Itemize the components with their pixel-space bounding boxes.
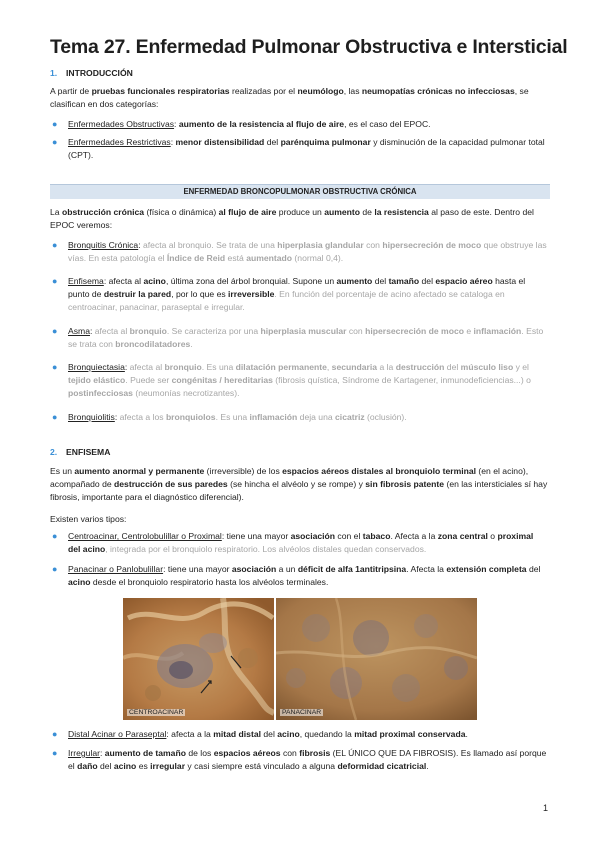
bullet-icon: ● xyxy=(52,748,58,758)
text-run: del xyxy=(372,276,389,286)
text-run: fibrosis xyxy=(299,748,331,758)
text-run: . xyxy=(426,761,429,771)
text-run: al paso de este. Dentro del EPOC veremos: xyxy=(50,207,534,230)
text-run: realizadas por el xyxy=(229,86,298,96)
text-run: deformidad cicatricial xyxy=(337,761,427,771)
text-run: afecta al xyxy=(129,362,165,372)
image-caption: PANACINAR xyxy=(282,709,322,716)
text-run: congénitas / hereditarias xyxy=(171,375,273,385)
section-heading-introduccion xyxy=(50,68,133,78)
list-item-bronquitis xyxy=(52,239,548,265)
bullet-text xyxy=(68,728,548,741)
bullet-icon: ● xyxy=(52,137,58,147)
text-run: . Afecta la xyxy=(406,564,447,574)
bullet-text xyxy=(68,325,548,351)
text-run: . Puede ser xyxy=(125,375,172,385)
text-run: (normal 0,4). xyxy=(292,253,344,263)
text-run: al flujo de aire xyxy=(218,207,277,217)
image-caption: CENTROACINAR xyxy=(129,709,184,716)
text-run: desde el bronquiolo respiratorio hasta los alvéolos terminales. xyxy=(90,577,329,587)
text-run: con el xyxy=(335,531,363,541)
text-run: aumento de la resistencia al flujo de aire xyxy=(178,119,345,129)
bullet-icon: ● xyxy=(52,119,58,129)
list-item-centroacinar xyxy=(52,530,548,556)
text-run: Distal Acinar o Paraseptal xyxy=(68,729,167,739)
text-run: Bronquiectasia xyxy=(68,362,125,372)
text-run: (se hincha el alvéolo y se rompe) y xyxy=(227,479,366,489)
text-run: hipersecreción de moco xyxy=(365,326,464,336)
bullet-icon: ● xyxy=(52,276,58,286)
text-run: bronquiolos xyxy=(165,412,216,422)
text-run: afecta al xyxy=(94,326,130,336)
text-run: , las xyxy=(343,86,362,96)
text-run: : xyxy=(89,326,95,336)
text-run: asociación xyxy=(231,564,277,574)
text-run: Bronquitis Crónica xyxy=(68,240,139,250)
text-run: Bronquiolitis xyxy=(68,412,115,422)
micrograph-centroacinar-image xyxy=(123,598,274,720)
text-run: del xyxy=(264,137,281,147)
text-run: mitad distal xyxy=(213,729,261,739)
text-run: acino xyxy=(68,577,91,587)
text-run: aumento xyxy=(324,207,360,217)
text-run: produce un xyxy=(276,207,325,217)
text-run: mitad proximal conservada xyxy=(354,729,466,739)
text-run: aumento xyxy=(336,276,373,286)
list-item-bronquiectasia xyxy=(52,361,548,400)
micrograph-centroacinar xyxy=(123,598,274,720)
text-run: Enfermedades Restrictivas xyxy=(68,137,171,147)
text-run: afecta a los xyxy=(119,412,166,422)
list-item-obstructivas xyxy=(52,118,548,131)
text-run: obstrucción crónica xyxy=(61,207,145,217)
text-run: hasta el punto de xyxy=(68,276,526,299)
text-run: : afecta al xyxy=(103,276,144,286)
section-title: ENFISEMA xyxy=(66,447,111,457)
text-run: cicatriz xyxy=(335,412,365,422)
text-run: : xyxy=(114,412,120,422)
text-run: músculo liso xyxy=(460,362,514,372)
bullet-text xyxy=(68,239,548,265)
text-run: . Es una xyxy=(215,412,250,422)
text-run: Panacinar o Panlobulillar xyxy=(68,564,164,574)
bullet-text xyxy=(68,747,548,773)
text-run: menor distensibilidad xyxy=(175,137,265,147)
text-run: (en las intersticiales sí hay fibrosis, importante para el diagnóstico diferencial). xyxy=(50,479,548,502)
text-run: está xyxy=(225,253,247,263)
text-run: sin fibrosis patente xyxy=(365,479,445,489)
text-run: : tiene una mayor xyxy=(221,531,291,541)
text-run: : xyxy=(170,137,176,147)
enfisema-intro-paragraph xyxy=(50,465,550,504)
text-run: : afecta a la xyxy=(166,729,214,739)
text-run: del xyxy=(444,362,461,372)
text-run: irreversible xyxy=(228,289,275,299)
text-run: (física o dinámica) xyxy=(144,207,219,217)
text-run: , es el caso del EPOC. xyxy=(344,119,431,129)
section-number: 1. xyxy=(50,68,58,78)
text-run: Enfermedades Obstructivas xyxy=(68,119,175,129)
text-run: asociación xyxy=(290,531,336,541)
page-number: 1 xyxy=(542,803,548,813)
text-run: broncodilatadores xyxy=(115,339,191,349)
list-item-bronquiolitis xyxy=(52,411,548,424)
text-run: espacios aéreos xyxy=(213,748,281,758)
bullet-text xyxy=(68,275,548,314)
text-run: con xyxy=(363,240,383,250)
text-run: del xyxy=(526,564,541,574)
text-run: : xyxy=(124,362,130,372)
text-run: : tiene una mayor xyxy=(163,564,232,574)
text-run: tamaño xyxy=(388,276,420,286)
list-item-paraseptal xyxy=(52,728,548,741)
text-run: , se clasifican en dos categorías: xyxy=(50,86,529,109)
text-run: destrucción xyxy=(395,362,445,372)
text-run: La xyxy=(50,207,62,217)
text-run: hipersecreción de moco xyxy=(382,240,482,250)
text-run: (EL ÚNICO QUE DA FIBROSIS). Es llamado así porque el xyxy=(68,748,547,771)
text-run: acino xyxy=(113,761,137,771)
micrograph-panacinar xyxy=(276,598,477,720)
text-run: inflamación xyxy=(473,326,522,336)
text-run: aumento de tamaño xyxy=(104,748,186,758)
text-run: Enfisema xyxy=(68,276,104,286)
text-run: tejido elástico xyxy=(68,375,126,385)
text-run: inflamación xyxy=(249,412,298,422)
text-run: (oclusión). xyxy=(364,412,407,422)
text-run: . Se trata de una xyxy=(211,240,278,250)
text-run: que obstruye las vías. En esta patología el xyxy=(68,240,547,263)
text-run: : xyxy=(138,240,143,250)
text-run: secundaria xyxy=(331,362,378,372)
text-run: aumento anormal y permanente xyxy=(74,466,205,476)
text-run: con xyxy=(280,748,300,758)
text-run: bronquio xyxy=(129,326,167,336)
section-title: INTRODUCCIÓN xyxy=(66,68,133,78)
text-run: irregular xyxy=(150,761,186,771)
text-run: Irregular xyxy=(68,748,100,758)
text-run: neumopatías crónicas no infecciosas xyxy=(361,86,515,96)
text-run: , quedando la xyxy=(299,729,355,739)
text-run: , integrada por el bronquiolo respiratorio. Los alvéolos distales quedan conservados. xyxy=(105,544,427,554)
text-run: destrucción de sus paredes xyxy=(114,479,228,489)
text-run: (neumonías necrotizantes). xyxy=(132,388,240,398)
text-run: tabaco xyxy=(362,531,391,541)
text-run: . Afecta a la xyxy=(390,531,438,541)
bullet-icon: ● xyxy=(52,326,58,336)
text-run: , xyxy=(326,362,332,372)
text-run: : xyxy=(174,119,179,129)
bullet-text xyxy=(68,563,548,589)
text-run: zona central xyxy=(437,531,488,541)
bullet-text xyxy=(68,361,548,400)
text-run: proximal del acino xyxy=(68,531,534,554)
text-run: de los xyxy=(185,748,214,758)
list-item-restrictivas xyxy=(52,136,548,162)
text-run: y disminución de la capacidad pulmonar total (CPT). xyxy=(68,137,545,160)
text-run: aumentado xyxy=(246,253,293,263)
text-run: pruebas funcionales respiratorias xyxy=(91,86,230,96)
text-run: afecta al bronquio xyxy=(143,240,212,250)
text-run: bronquio xyxy=(164,362,202,372)
intro-paragraph xyxy=(50,85,550,111)
bullet-text xyxy=(68,136,548,162)
text-run: : xyxy=(100,748,105,758)
text-run: Índice de Reid xyxy=(166,253,226,263)
text-run: extensión completa xyxy=(446,564,527,574)
document-title: Tema 27. Enfermedad Pulmonar Obstructiva e Intersticial xyxy=(50,36,568,58)
text-run: . Esto se trata con xyxy=(68,326,544,349)
text-run: de xyxy=(360,207,375,217)
list-item-enfisema xyxy=(52,275,548,314)
epoc-intro-paragraph xyxy=(50,206,550,232)
bullet-text xyxy=(68,530,548,556)
section-banner-epoc: ENFERMEDAD BRONCOPULMONAR OBSTRUCTIVA CRÓNICA xyxy=(50,184,550,199)
micrograph-panacinar-image xyxy=(276,598,477,720)
list-item-irregular xyxy=(52,747,548,773)
text-run: (en el acino), acompañado de xyxy=(50,466,529,489)
text-run: la resistencia xyxy=(374,207,429,217)
bullet-icon: ● xyxy=(52,412,58,422)
text-run: del xyxy=(419,276,436,286)
types-intro: Existen varios tipos: xyxy=(50,514,127,524)
text-run: con xyxy=(346,326,366,336)
text-run: es xyxy=(136,761,151,771)
text-run: acino xyxy=(143,276,166,286)
text-run: Asma xyxy=(68,326,90,336)
text-run: . En función del porcentaje de acino afectado se cataloga en centroacinar, panacinar, paraseptal e irregular. xyxy=(68,289,505,312)
bullet-icon: ● xyxy=(52,531,58,541)
bullet-text xyxy=(68,118,548,131)
text-run: e xyxy=(463,326,474,336)
text-run: espacio aéreo xyxy=(435,276,493,286)
text-run: a un xyxy=(276,564,298,574)
bullet-icon: ● xyxy=(52,729,58,739)
list-item-asma xyxy=(52,325,548,351)
bullet-icon: ● xyxy=(52,564,58,574)
text-run: , por lo que es xyxy=(171,289,229,299)
text-run: dilatación permanente xyxy=(235,362,327,372)
list-item-panacinar xyxy=(52,563,548,589)
bullet-text xyxy=(68,411,548,424)
text-run: A partir de xyxy=(50,86,92,96)
text-run: déficit de alfa 1antitripsina xyxy=(297,564,407,574)
section-heading-enfisema xyxy=(50,447,110,457)
text-run: . Es una xyxy=(201,362,236,372)
text-run: y el xyxy=(513,362,529,372)
text-run: . xyxy=(465,729,468,739)
text-run: Centroacinar, Centrolobulillar o Proximal xyxy=(68,531,222,541)
text-run: del xyxy=(97,761,114,771)
text-run: (fibrosis quística, Síndrome de Kartagener, inmunodeficiencias...) o xyxy=(272,375,531,385)
text-run: y casi siempre está vinculado a alguna xyxy=(185,761,338,771)
text-run: . Se caracteriza por una xyxy=(166,326,261,336)
text-run: (irreversible) de los xyxy=(204,466,283,476)
text-run: hiperplasia glandular xyxy=(277,240,364,250)
text-run: o xyxy=(487,531,498,541)
text-run: del xyxy=(261,729,278,739)
bullet-icon: ● xyxy=(52,362,58,372)
text-run: espacios aéreos distales al bronquiolo terminal xyxy=(282,466,477,476)
text-run: daño xyxy=(77,761,98,771)
bullet-icon: ● xyxy=(52,240,58,250)
text-run: deja una xyxy=(297,412,336,422)
text-run: . xyxy=(190,339,193,349)
text-run: a la xyxy=(377,362,396,372)
text-run: postinfecciosas xyxy=(68,388,133,398)
text-run: destruir la pared xyxy=(103,289,172,299)
section-number: 2. xyxy=(50,447,58,457)
text-run: acino xyxy=(277,729,300,739)
text-run: , última zona del árbol bronquial. Supone un xyxy=(165,276,337,286)
text-run: neumólogo xyxy=(297,86,344,96)
text-run: parénquima pulmonar xyxy=(280,137,371,147)
text-run: Es un xyxy=(50,466,75,476)
text-run: hiperplasia muscular xyxy=(260,326,347,336)
